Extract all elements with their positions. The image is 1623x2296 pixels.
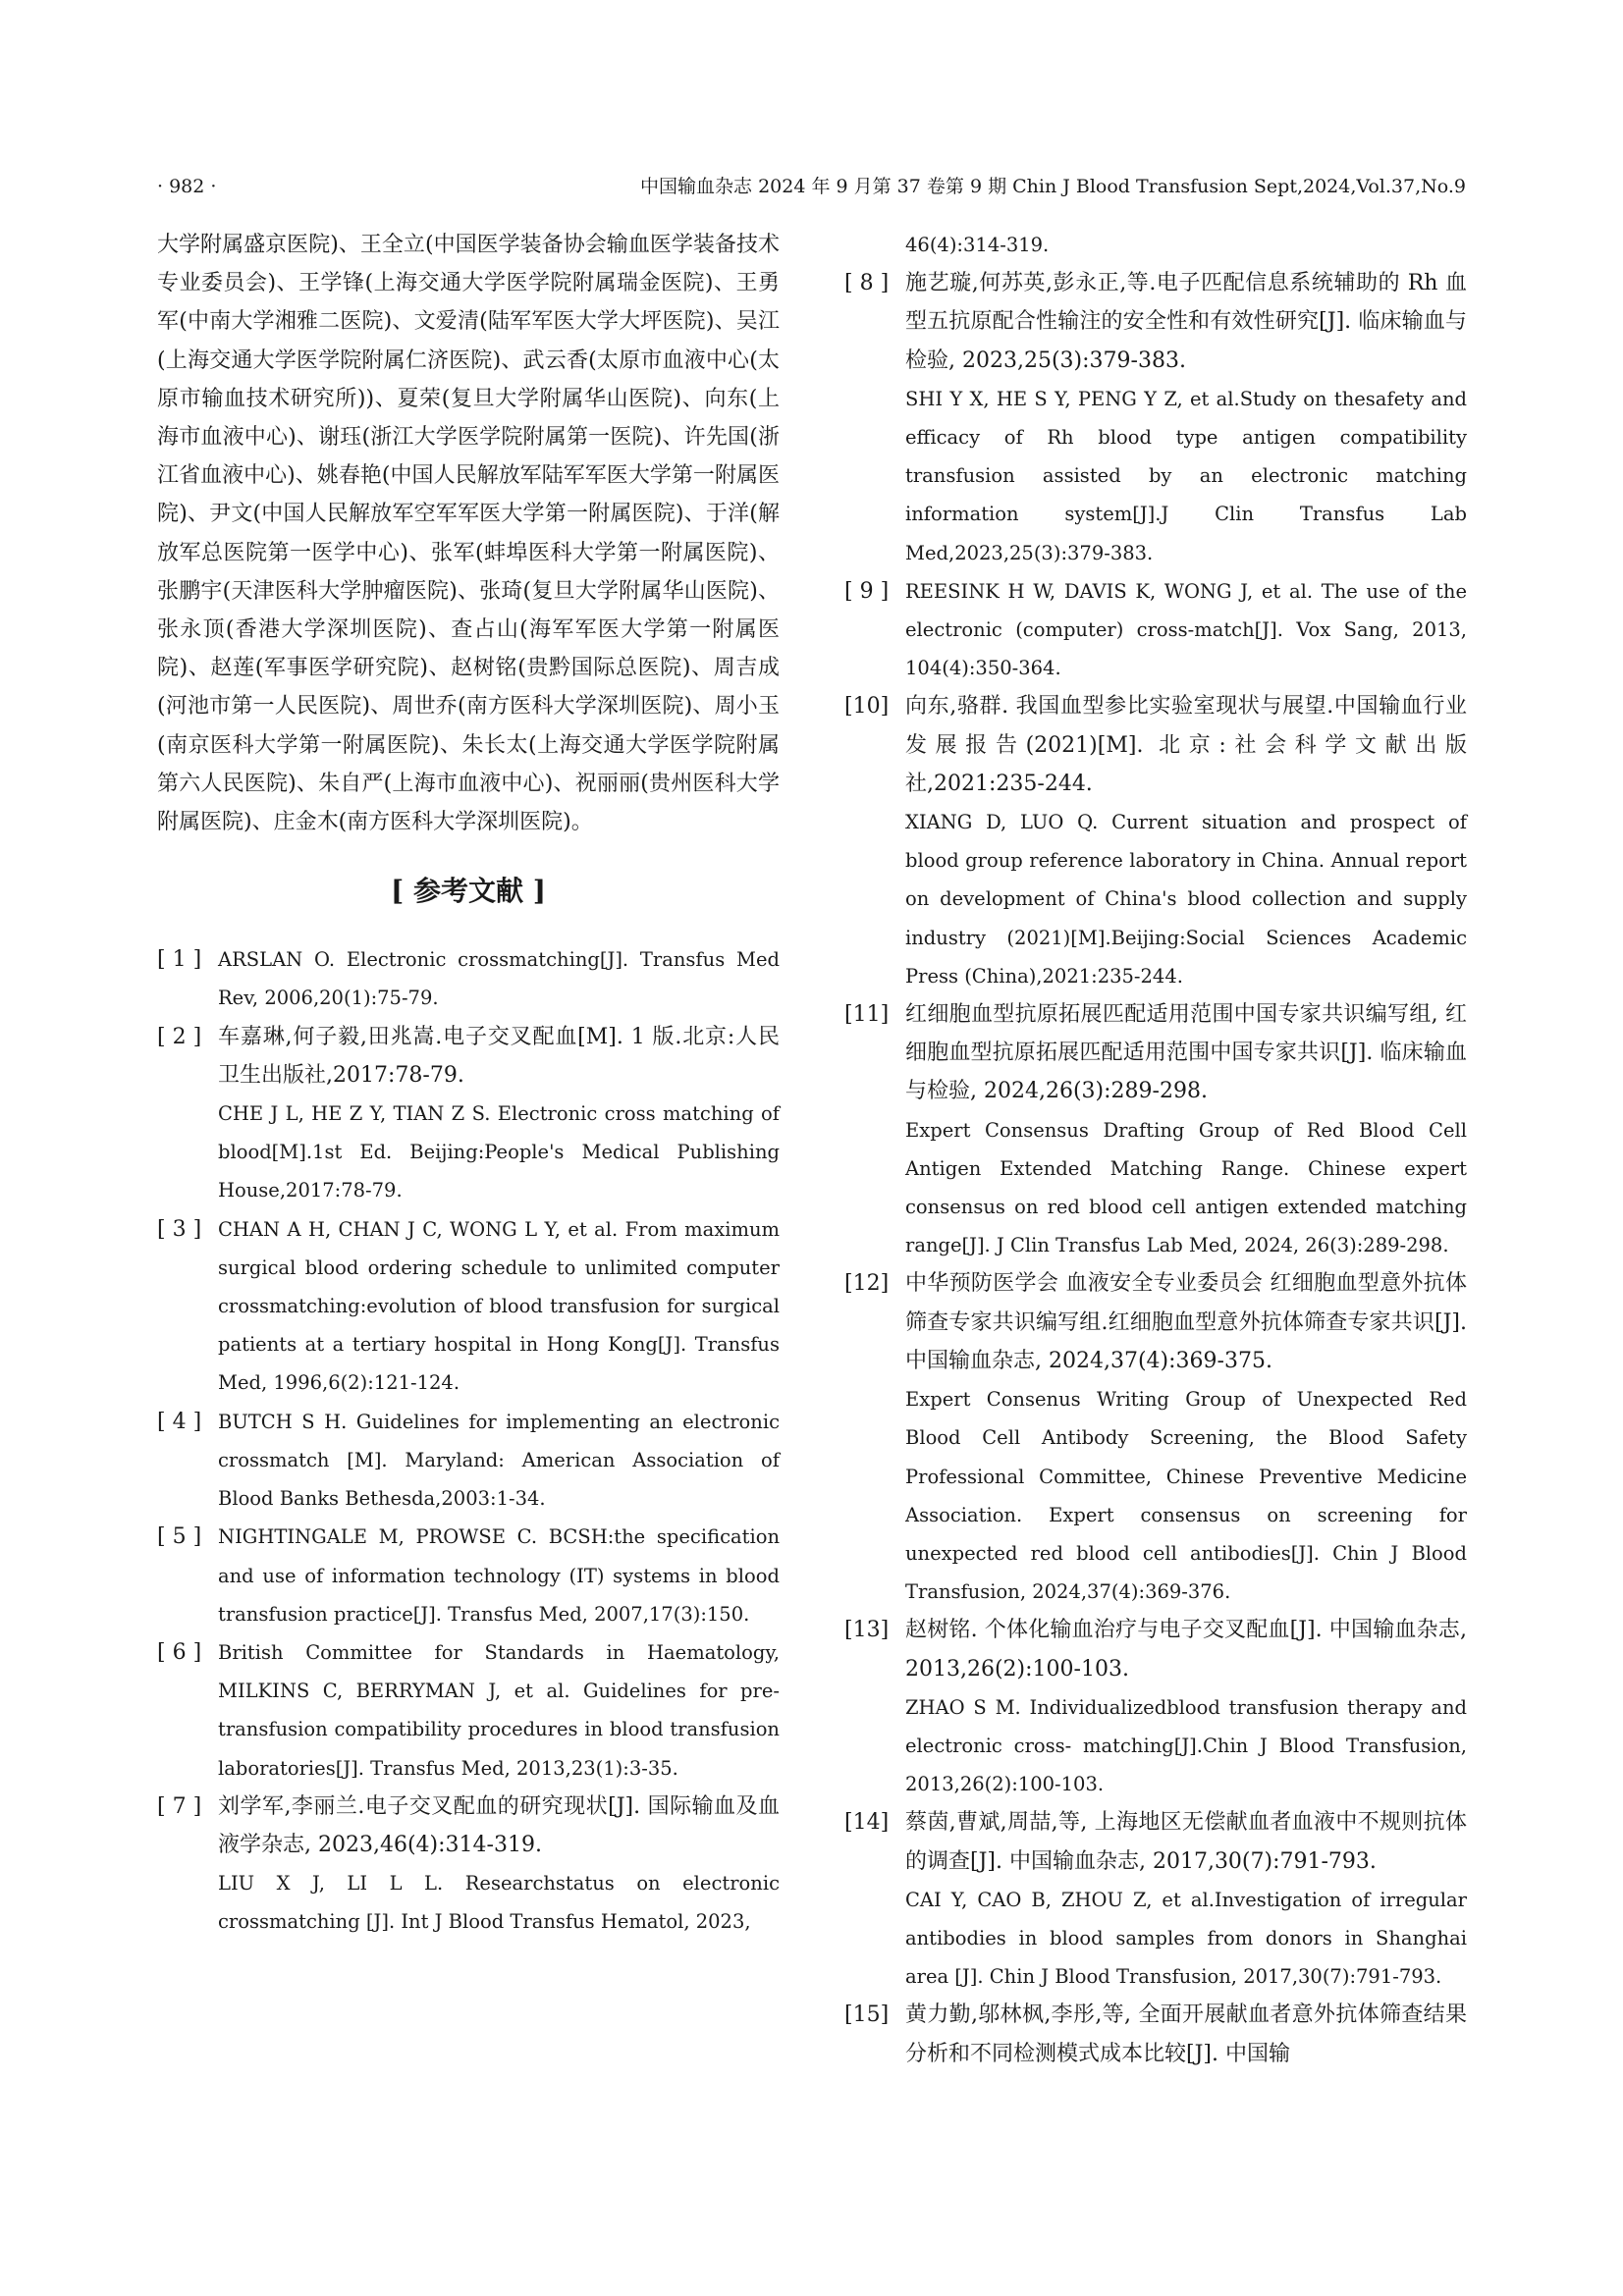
- reference-english: CHE J L, HE Z Y, TIAN Z S. Electronic cross matching of blood[M].1st Ed. Beijing:People's Medical Publishing House,2017:78-79.: [218, 1102, 780, 1202]
- reference-number: [10]: [844, 694, 890, 720]
- reference-english: BUTCH S H. Guidelines for implementing an electronic crossmatch [M]. Maryland: American Association of Blood Banks Bethesda,2003:1-34.: [218, 1410, 780, 1511]
- references-list-left: [157, 940, 780, 1941]
- reference-english: SHI Y X, HE S Y, PENG Y Z, et al.Study on thesafety and efficacy of Rh blood type antigen compatibility transfusion assisted by an electronic matching information system[J].J Clin Transfus Lab Med,2023,25(3):379-383.: [905, 387, 1467, 564]
- reference-english: CHAN A H, CHAN J C, WONG L Y, et al. From maximum surgical blood ordering schedule to unlimited computer crossmatching:evolution of blood transfusion for surgical patients at a tertiary hospital in Hong Kong[J]. Transfus Med, 1996,6(2):121-124.: [218, 1217, 780, 1395]
- page-number: · 982 ·: [157, 176, 217, 197]
- reference-number: [ 7 ]: [157, 1793, 202, 1819]
- reference-number: [ 4 ]: [157, 1409, 202, 1434]
- reference-english: CAI Y, CAO B, ZHOU Z, et al.Investigation of irregular antibodies in blood samples from donors in Shanghai area [J]. Chin J Blood Transfusion, 2017,30(7):791-793.: [905, 1888, 1467, 1989]
- reference-english: REESINK H W, DAVIS K, WONG J, et al. The use of the electronic (computer) cross-match[J]. Vox Sang, 2013, 104(4):350-364.: [905, 579, 1467, 680]
- reference-entry: [157, 1210, 780, 1403]
- reference-entry: [844, 1264, 1467, 1611]
- reference-entry: [844, 1803, 1467, 1996]
- reference-entry: [157, 1633, 780, 1788]
- reference-number: [ 3 ]: [157, 1216, 202, 1242]
- reference-english: British Committee for Standards in Haematology, MILKINS C, BERRYMAN J, et al. Guidelines for pre-transfusion compatibility procedures in blood transfusion laboratories[J]. Transfus Med, 2013,23(1):3-35.: [218, 1640, 780, 1780]
- reference-english: ZHAO S M. Individualizedblood transfusion therapy and electronic cross- matching[J].Chin J Blood Transfusion, 2013,26(2):100-103.: [905, 1695, 1467, 1796]
- reference-number: [12]: [844, 1271, 890, 1297]
- reference-chinese: 向东,骆群. 我国血型参比实验室现状与展望.中国输血行业发展报告(2021)[M]. 北京:社会科学文献出版社,2021:235-244.: [905, 694, 1467, 796]
- reference-english: Expert Consenus Writing Group of Unexpected Red Blood Cell Antibody Screening, the Blood Safety Professional Committee, Chinese Preventive Medicine Association. Expert consensus on screening for unexpected red blood cell antibodies[J]. Chin J Blood Transfusion, 2024,37(4):369-376.: [905, 1388, 1467, 1604]
- reference-english-continued: 46(4):314-319.: [905, 234, 1050, 256]
- reference-number: [ 5 ]: [157, 1524, 202, 1550]
- reference-entry: [157, 1788, 780, 1942]
- journal-citation: 中国输血杂志 2024 年 9 月第 37 卷第 9 期 Chin J Blood Transfusion Sept,2024,Vol.37,No.9: [640, 176, 1466, 197]
- reference-english: NIGHTINGALE M, PROWSE C. BCSH:the specification and use of information technology (IT) systems in blood transfusion practice[J]. Transfus Med, 2007,17(3):150.: [218, 1525, 780, 1626]
- reference-number: [13]: [844, 1618, 890, 1643]
- reference-entry: [844, 995, 1467, 1264]
- reference-chinese: 黄力勤,邬林枫,李彤,等, 全面开展献血者意外抗体筛查结果分析和不同检测模式成本比较[J]. 中国输: [905, 2002, 1467, 2066]
- reference-english: Expert Consensus Drafting Group of Red Blood Cell Antigen Extended Matching Range. Chinese expert consensus on red blood cell antigen extended matching range[J]. J Clin Transfus Lab Med, 2024, 26(3):289-298.: [905, 1118, 1467, 1257]
- reference-entry: [157, 1518, 780, 1633]
- right-column: [844, 226, 1467, 2073]
- references-list-right: [844, 226, 1467, 2073]
- reference-chinese: 红细胞血型抗原拓展匹配适用范围中国专家共识编写组, 红细胞血型抗原拓展匹配适用范围中国专家共识[J]. 临床输血与检验, 2024,26(3):289-298.: [905, 1002, 1467, 1104]
- contributors-paragraph: 大学附属盛京医院)、王全立(中国医学装备协会输血医学装备技术专业委员会)、王学锋(上海交通大学医学院附属瑞金医院)、王勇军(中南大学湘雅二医院)、文爱清(陆军军医大学大坪医院)、吴江(上海交通大学医学院附属仁济医院)、武云香(太原市血液中心(太原市输血技术研究所))、夏荣(复旦大学附属华山医院)、向东(上海市血液中心)、谢珏(浙江大学医学院附属第一医院)、许先国(浙江省血液中心)、姚春艳(中国人民解放军陆军军医大学第一附属医院)、尹文(中国人民解放军空军军医大学第一附属医院)、于洋(解放军总医院第一医学中心)、张军(蚌埠医科大学第一附属医院)、张鹏宇(天津医科大学肿瘤医院)、张琦(复旦大学附属华山医院)、张永顶(香港大学深圳医院)、查占山(海军军医大学第一附属医院)、赵莲(军事医学研究院)、赵树铭(贵黔国际总医院)、周吉成(河池市第一人民医院)、周世乔(南方医科大学深圳医院)、周小玉(南京医科大学第一附属医院)、朱长太(上海交通大学医学院附属第六人民医院)、朱自严(上海市血液中心)、祝丽丽(贵州医科大学附属医院)、庄金木(南方医科大学深圳医院)。: [157, 233, 780, 835]
- reference-english: ARSLAN O. Electronic crossmatching[J]. Transfus Med Rev, 2006,20(1):75-79.: [218, 948, 780, 1010]
- reference-entry: [844, 1611, 1467, 1803]
- reference-chinese: 施艺璇,何苏英,彭永正,等.电子匹配信息系统辅助的 Rh 血型五抗原配合性输注的安全性和有效性研究[J]. 临床输血与检验, 2023,25(3):379-383.: [905, 271, 1467, 373]
- reference-number: [11]: [844, 1002, 890, 1028]
- reference-number: [ 9 ]: [844, 578, 890, 604]
- reference-number: [15]: [844, 2002, 890, 2028]
- reference-number: [ 2 ]: [157, 1024, 202, 1049]
- reference-english: XIANG D, LUO Q. Current situation and prospect of blood group reference laboratory in China. Annual report on development of China's blood collection and supply industry (2021)[M].Beijing:Social Sciences Academic Press (China),2021:235-244.: [905, 811, 1467, 988]
- reference-number: [14]: [844, 1810, 890, 1836]
- reference-entry: [157, 1018, 780, 1210]
- reference-chinese: 蔡茵,曹斌,周喆,等, 上海地区无偿献血者血液中不规则抗体的调查[J]. 中国输血杂志, 2017,30(7):791-793.: [905, 1810, 1467, 1874]
- references-heading: [ 参考文献 ]: [391, 875, 546, 908]
- running-header: [157, 173, 1466, 200]
- reference-chinese: 车嘉琳,何子毅,田兆嵩.电子交叉配血[M]. 1 版.北京:人民卫生出版社,2017:78-79.: [218, 1024, 780, 1088]
- reference-entry: [844, 572, 1467, 688]
- reference-chinese: 刘学军,李丽兰.电子交叉配血的研究现状[J]. 国际输血及血液学杂志, 2023,46(4):314-319.: [218, 1793, 780, 1857]
- reference-entry: [844, 226, 1467, 264]
- reference-entry: [157, 940, 780, 1017]
- reference-chinese: 中华预防医学会 血液安全专业委员会 红细胞血型意外抗体筛查专家共识编写组.红细胞血型意外抗体筛查专家共识[J]. 中国输血杂志, 2024,37(4):369-375.: [905, 1271, 1467, 1373]
- reference-entry: [844, 1996, 1467, 2072]
- reference-entry: [844, 264, 1467, 572]
- reference-number: [ 1 ]: [157, 947, 202, 973]
- reference-chinese: 赵树铭. 个体化输血治疗与电子交叉配血[J]. 中国输血杂志, 2013,26(2):100-103.: [905, 1618, 1467, 1682]
- left-column: [157, 226, 780, 1942]
- reference-number: [ 8 ]: [844, 271, 890, 296]
- reference-number: [ 6 ]: [157, 1639, 202, 1665]
- reference-entry: [844, 687, 1467, 995]
- reference-entry: [157, 1403, 780, 1519]
- reference-english: LIU X J, LI L L. Researchstatus on electronic crossmatching [J]. Int J Blood Transfus Hematol, 2023,: [218, 1872, 780, 1934]
